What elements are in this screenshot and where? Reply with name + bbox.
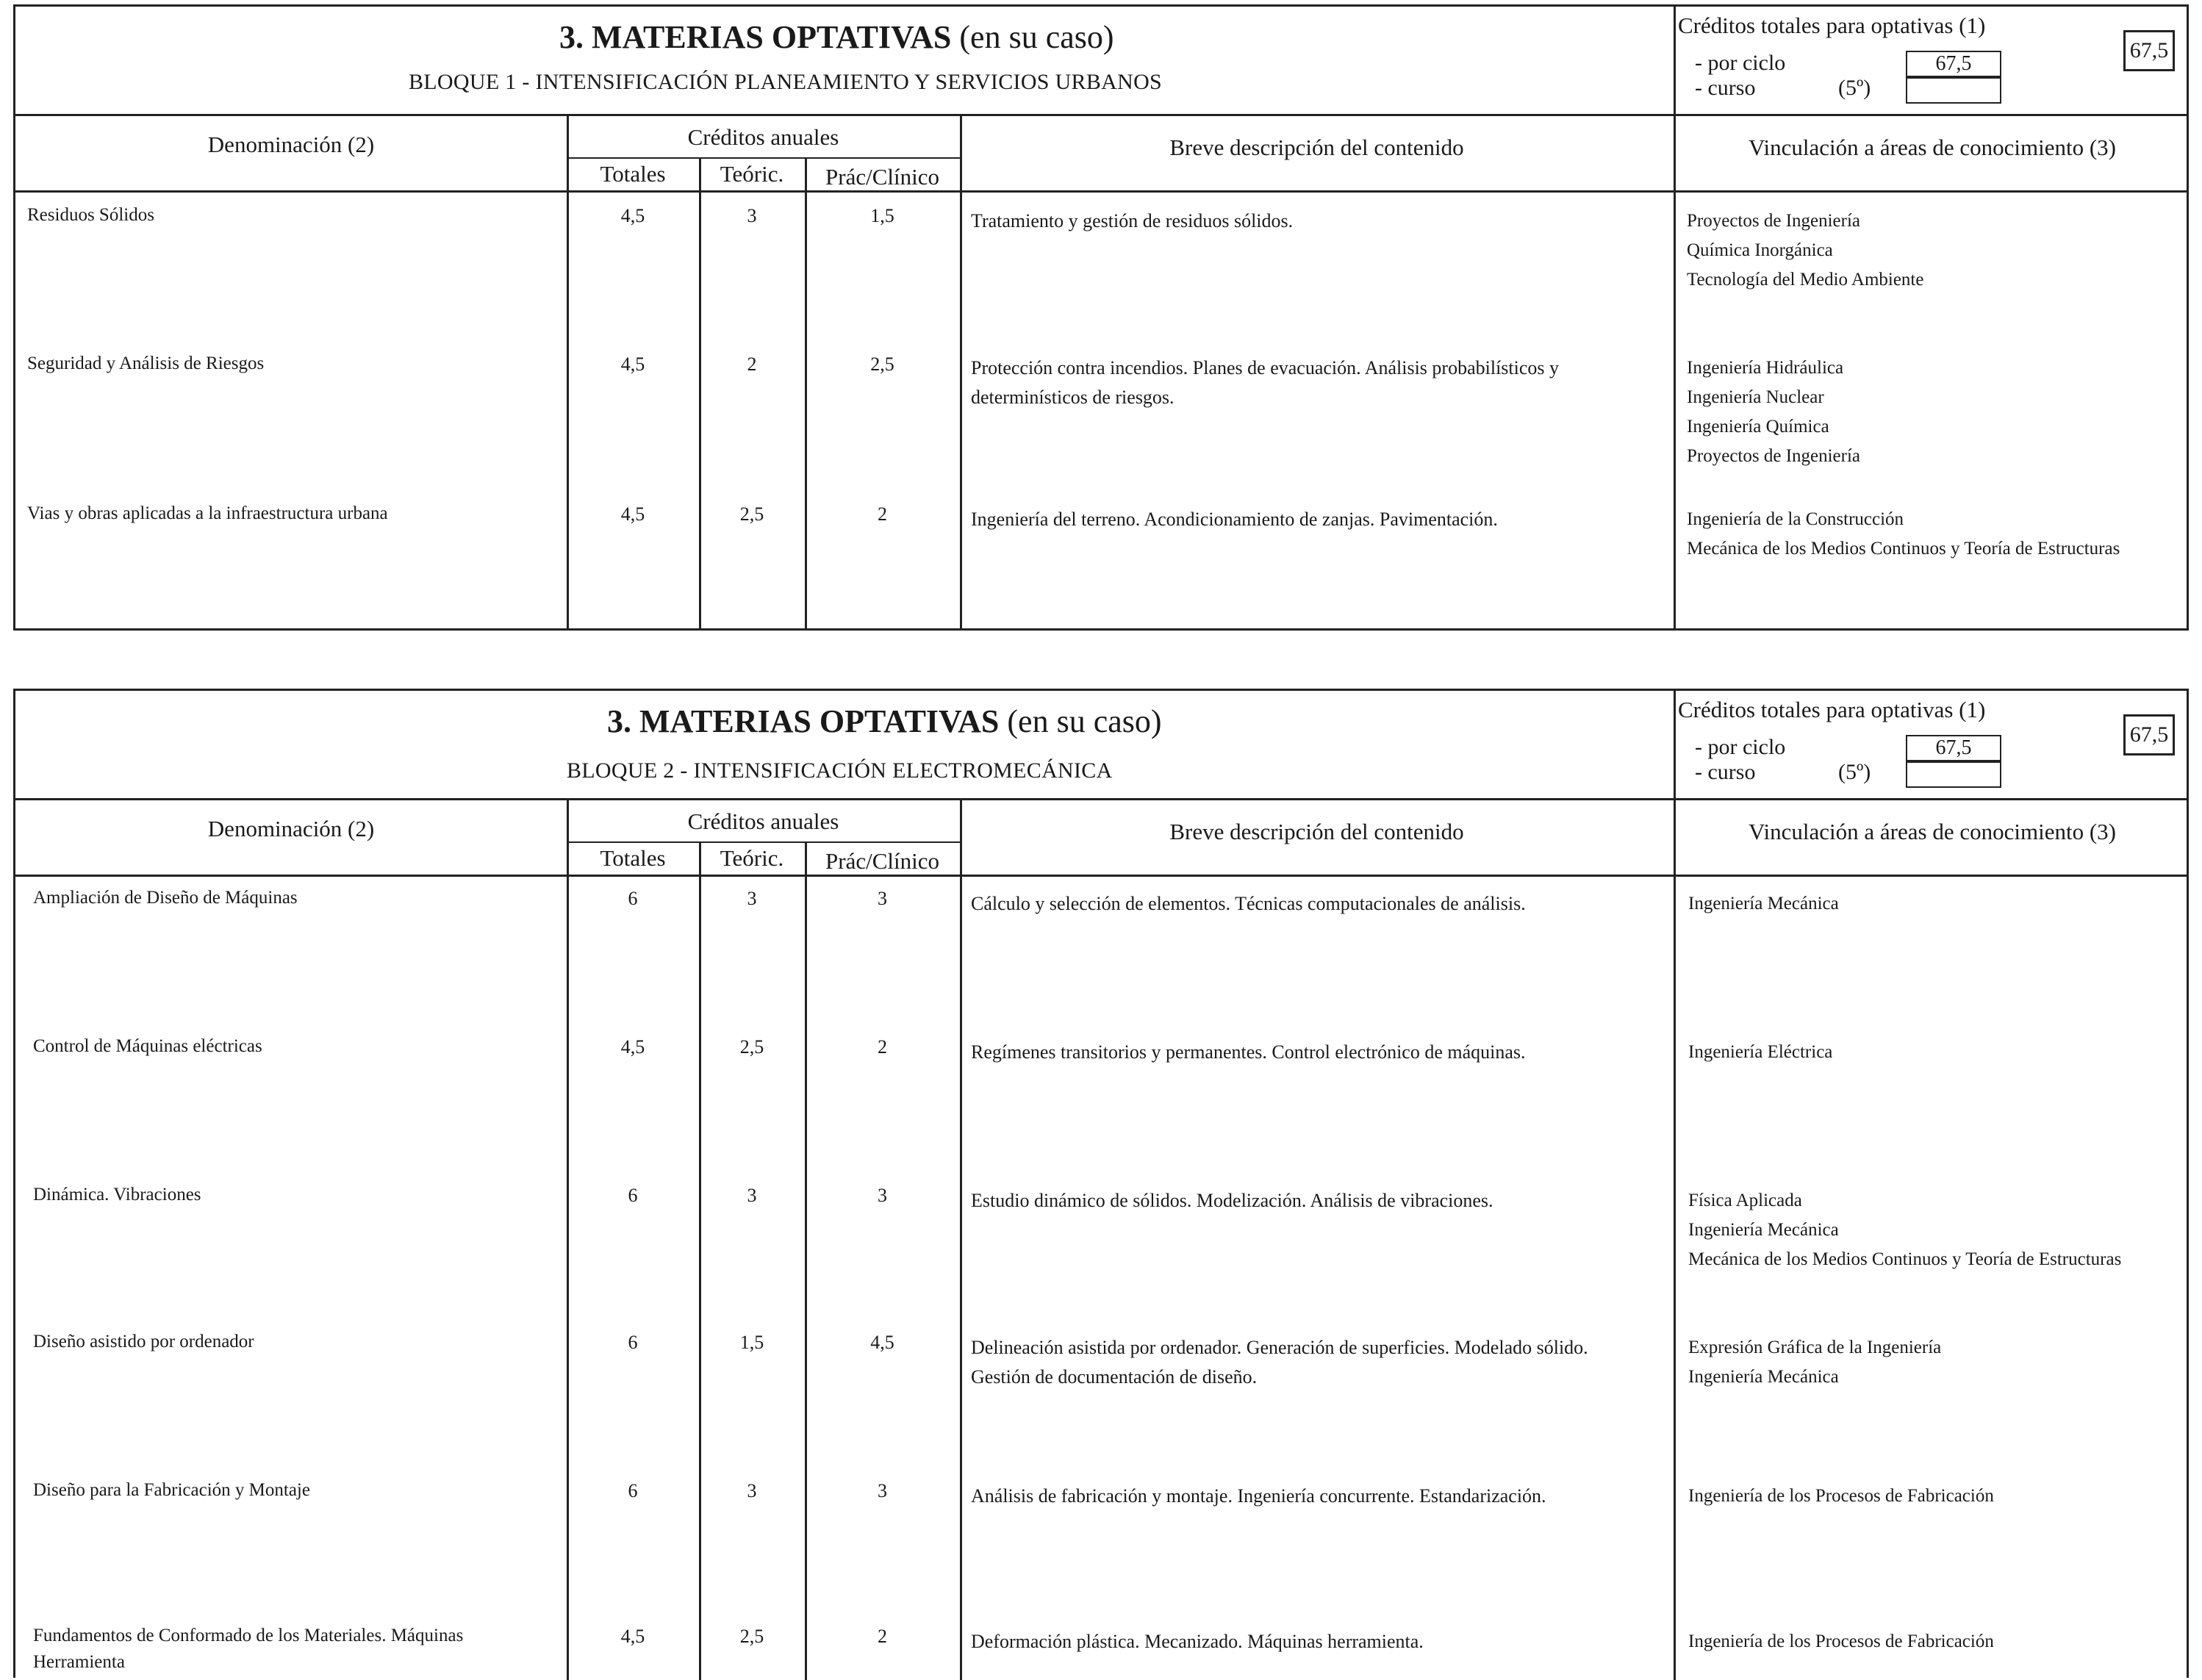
row-description: Protección contra incendios. Planes de evacuación. Análisis probabilísticos y determinísticos de riesgos. <box>971 357 1560 408</box>
total-credits-value: 67,5 <box>2129 38 2169 62</box>
curso-label: - curso <box>1695 760 1756 784</box>
col-vinculacion: Vinculación a áreas de conocimiento (3) <box>1749 819 2116 844</box>
col-creditos-anuales: Créditos anuales <box>687 124 839 150</box>
curso-value-box <box>1906 77 2001 104</box>
por-ciclo-label: - por ciclo <box>1695 735 1786 759</box>
row-description: Análisis de fabricación y montaje. Ingeniería concurrente. Estandarización. <box>971 1485 1546 1507</box>
row-teoric: 3 <box>747 888 757 909</box>
row-totales: 6 <box>628 1185 638 1206</box>
section-title-number: 3. MATERIAS OPTATIVAS <box>607 703 1000 739</box>
row-teoric: 3 <box>747 1185 757 1206</box>
col-descripcion: Breve descripción del contenido <box>1169 819 1464 844</box>
col-creditos-anuales: Créditos anuales <box>687 808 839 834</box>
area-item: Ingeniería Eléctrica <box>1688 1042 1833 1062</box>
area-item: Expresión Gráfica de la Ingeniería <box>1688 1338 1942 1357</box>
col-teoric: Teóric. <box>720 161 784 187</box>
credits-total-header: Créditos totales para optativas (1) <box>1678 12 1986 38</box>
row-description: Estudio dinámico de sólidos. Modelización. Análisis de vibraciones. <box>971 1190 1493 1211</box>
row-totales: 6 <box>628 1332 638 1353</box>
col-totales: Totales <box>600 845 666 871</box>
row-teoric: 2 <box>747 353 757 375</box>
col-descripcion: Breve descripción del contenido <box>1169 134 1464 160</box>
curso-value: (5º) <box>1838 76 1871 100</box>
row-teoric: 2,5 <box>739 1626 764 1647</box>
row-areas <box>1687 353 1860 471</box>
area-item: Ingeniería de los Procesos de Fabricación <box>1688 1631 1994 1651</box>
curso-label: - curso <box>1695 76 1756 100</box>
area-item: Ingeniería de la Construcción <box>1687 509 1904 529</box>
row-areas <box>1688 1038 1832 1067</box>
row-description: Ingeniería del terreno. Acondicionamiento de zanjas. Pavimentación. <box>971 509 1498 530</box>
row-name: Diseño para la Fabricación y Montaje <box>33 1480 310 1500</box>
row-teoric: 3 <box>747 205 757 226</box>
materias-optativas-bloque-1 <box>13 4 2189 631</box>
row-name: Fundamentos de Conformado de los Materiales. Máquinas Herramienta <box>33 1626 464 1672</box>
row-teoric: 3 <box>747 1480 757 1501</box>
area-item: Física Aplicada <box>1688 1191 1802 1210</box>
block-subtitle: BLOQUE 2 - INTENSIFICACIÓN ELECTROMECÁNICA <box>567 758 1113 783</box>
row-prac: 2 <box>878 503 887 525</box>
row-totales: 4,5 <box>620 205 645 226</box>
section-title-suffix: (en su caso) <box>1007 703 1162 739</box>
section-title-number: 3. MATERIAS OPTATIVAS <box>559 19 952 55</box>
area-item: Mecánica de los Medios Continuos y Teoría de Estructuras <box>1688 1249 2122 1269</box>
area-item: Proyectos de Ingeniería <box>1687 446 1861 466</box>
materias-optativas-bloque-2 <box>13 689 2189 1678</box>
area-item: Ingeniería Mecánica <box>1688 894 1839 913</box>
row-areas <box>1688 1482 1994 1511</box>
col-totales: Totales <box>600 161 666 187</box>
row-prac: 3 <box>878 1185 887 1206</box>
row-areas <box>1688 1333 1941 1392</box>
row-name: Vias y obras aplicadas a la infraestructura urbana <box>27 503 388 523</box>
row-description: Regímenes transitorios y permanentes. Control electrónico de máquinas. <box>971 1041 1526 1063</box>
curso-value: (5º) <box>1838 760 1871 784</box>
row-areas <box>1687 207 1923 295</box>
row-totales: 4,5 <box>620 503 645 525</box>
total-credits-box <box>2123 30 2175 71</box>
row-areas <box>1688 1627 1994 1656</box>
col-prac-clinico: Prác/Clínico <box>825 848 939 874</box>
por-ciclo-label: - por ciclo <box>1695 51 1786 75</box>
por-ciclo-value-box <box>1906 735 2001 761</box>
total-credits-box <box>2123 714 2175 755</box>
row-prac: 2,5 <box>870 353 894 375</box>
row-description: Delineación asistida por ordenador. Generación de superficies. Modelado sólido. Gestión de documentación de diseño. <box>971 1337 1588 1388</box>
row-totales: 4,5 <box>620 1036 645 1058</box>
row-prac: 4,5 <box>870 1332 894 1353</box>
row-prac: 1,5 <box>870 205 894 226</box>
row-areas <box>1687 505 2120 564</box>
col-vinculacion: Vinculación a áreas de conocimiento (3) <box>1749 134 2116 160</box>
area-item: Ingeniería Hidráulica <box>1687 358 1844 378</box>
curso-value-box <box>1906 761 2001 788</box>
credits-total-header: Créditos totales para optativas (1) <box>1678 697 1986 722</box>
row-name: Seguridad y Análisis de Riesgos <box>27 353 265 373</box>
area-item: Tecnología del Medio Ambiente <box>1687 270 1924 290</box>
block-subtitle: BLOQUE 1 - INTENSIFICACIÓN PLANEAMIENTO Y SERVICIOS URBANOS <box>409 70 1163 94</box>
area-item: Química Inorgánica <box>1687 240 1833 260</box>
row-name: Residuos Sólidos <box>27 205 154 225</box>
row-description: Tratamiento y gestión de residuos sólidos. <box>971 210 1294 231</box>
area-item: Ingeniería Química <box>1687 417 1829 437</box>
col-prac-clinico: Prác/Clínico <box>825 164 939 190</box>
row-name: Ampliación de Diseño de Máquinas <box>33 888 298 908</box>
row-totales: 6 <box>628 888 638 909</box>
por-ciclo-value: 67,5 <box>1935 52 1972 75</box>
row-totales: 4,5 <box>620 1626 645 1647</box>
area-item: Ingeniería Mecánica <box>1688 1220 1839 1240</box>
col-denominacion: Denominación (2) <box>207 816 375 841</box>
col-teoric: Teóric. <box>720 845 784 871</box>
area-item: Ingeniería Mecánica <box>1688 1367 1839 1387</box>
por-ciclo-value: 67,5 <box>1935 736 1972 759</box>
row-name: Dinámica. Vibraciones <box>33 1185 201 1205</box>
total-credits-value: 67,5 <box>2129 722 2169 747</box>
row-name: Diseño asistido por ordenador <box>33 1332 254 1351</box>
area-item: Ingeniería Nuclear <box>1687 387 1824 407</box>
section-title-suffix: (en su caso) <box>959 19 1114 55</box>
row-prac: 2 <box>878 1036 887 1058</box>
row-prac: 3 <box>878 1480 887 1501</box>
row-prac: 3 <box>878 888 887 909</box>
row-name: Control de Máquinas eléctricas <box>33 1036 262 1056</box>
row-areas <box>1688 1186 2121 1274</box>
section-title <box>607 703 1162 740</box>
row-prac: 2 <box>878 1626 887 1647</box>
section-title <box>559 18 1114 56</box>
row-teoric: 2,5 <box>739 1036 764 1058</box>
row-totales: 6 <box>628 1480 638 1501</box>
row-teoric: 1,5 <box>739 1332 764 1353</box>
row-description: Cálculo y selección de elementos. Técnicas computacionales de análisis. <box>971 893 1526 914</box>
por-ciclo-value-box <box>1906 51 2001 77</box>
row-teoric: 2,5 <box>739 503 764 525</box>
row-description: Deformación plástica. Mecanizado. Máquinas herramienta. <box>971 1631 1424 1652</box>
area-item: Ingeniería de los Procesos de Fabricación <box>1688 1486 1994 1506</box>
col-denominacion: Denominación (2) <box>207 132 375 157</box>
area-item: Proyectos de Ingeniería <box>1687 211 1861 231</box>
row-areas <box>1688 889 1839 919</box>
row-totales: 4,5 <box>620 353 645 375</box>
area-item: Mecánica de los Medios Continuos y Teoría de Estructuras <box>1687 539 2120 559</box>
